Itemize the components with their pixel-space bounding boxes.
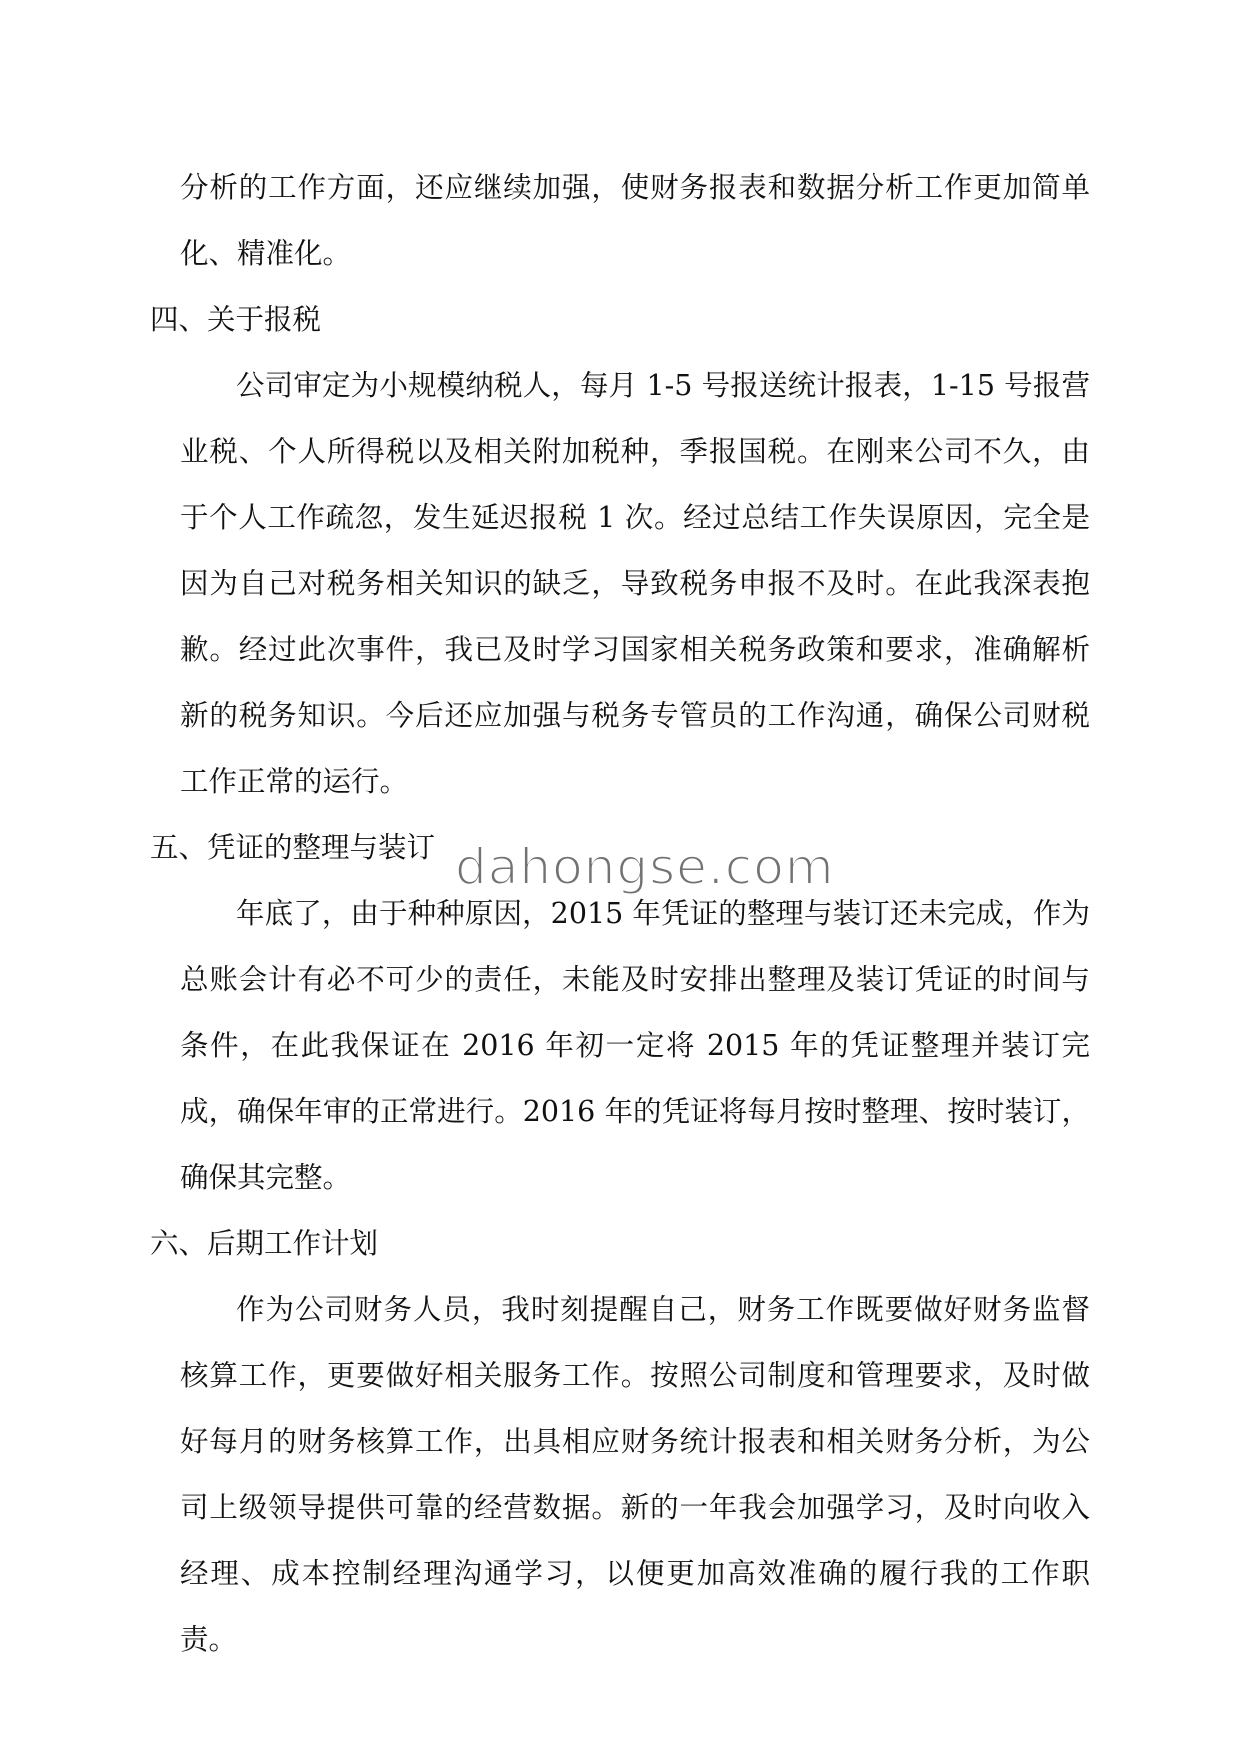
paragraph-analysis-continued: 分析的工作方面，还应继续加强，使财务报表和数据分析工作更加简单化、精准化。 [180,171,1090,270]
section-heading-vouchers: 五、凭证的整理与装订 [150,831,436,864]
section-heading-tax: 四、关于报税 [150,303,322,336]
document-body [150,155,1090,1673]
watermark: dahongse.com [455,838,835,896]
paragraph-plan: 作为公司财务人员，我时刻提醒自己，财务工作既要做好财务监督核算工作，更要做好相关服务工作。按照公司制度和管理要求，及时做好每月的财务核算工作，出具相应财务统计报表和相关财务分析，为公司上级领导提供可靠的经营数据。新的一年我会加强学习，及时向收入经理、成本控制经理沟通学习，以便更加高效准确的履行我的工作职责。 [180,1293,1090,1656]
paragraph-vouchers: 年底了，由于种种原因，2015 年凭证的整理与装订还未完成，作为总账会计有必不可少的责任，未能及时安排出整理及装订凭证的时间与条件，在此我保证在 2016 年初一定将 2015 年的凭证整理并装订完成，确保年审的正常进行。2016 年的凭证将每月按时整理、按时装订，确保其完整。 [180,897,1090,1194]
section-heading-plan: 六、后期工作计划 [150,1227,379,1260]
paragraph-tax: 公司审定为小规模纳税人，每月 1-5 号报送统计报表，1-15 号报营业税、个人所得税以及相关附加税种，季报国税。在刚来公司不久，由于个人工作疏忽，发生延迟报税 1 次。经过总结工作失误原因，完全是因为自己对税务相关知识的缺乏，导致税务申报不及时。在此我深表抱歉。经过此次事件，我已及时学习国家相关税务政策和要求，准确解析新的税务知识。今后还应加强与税务专管员的工作沟通，确保公司财税工作正常的运行。 [180,369,1090,798]
